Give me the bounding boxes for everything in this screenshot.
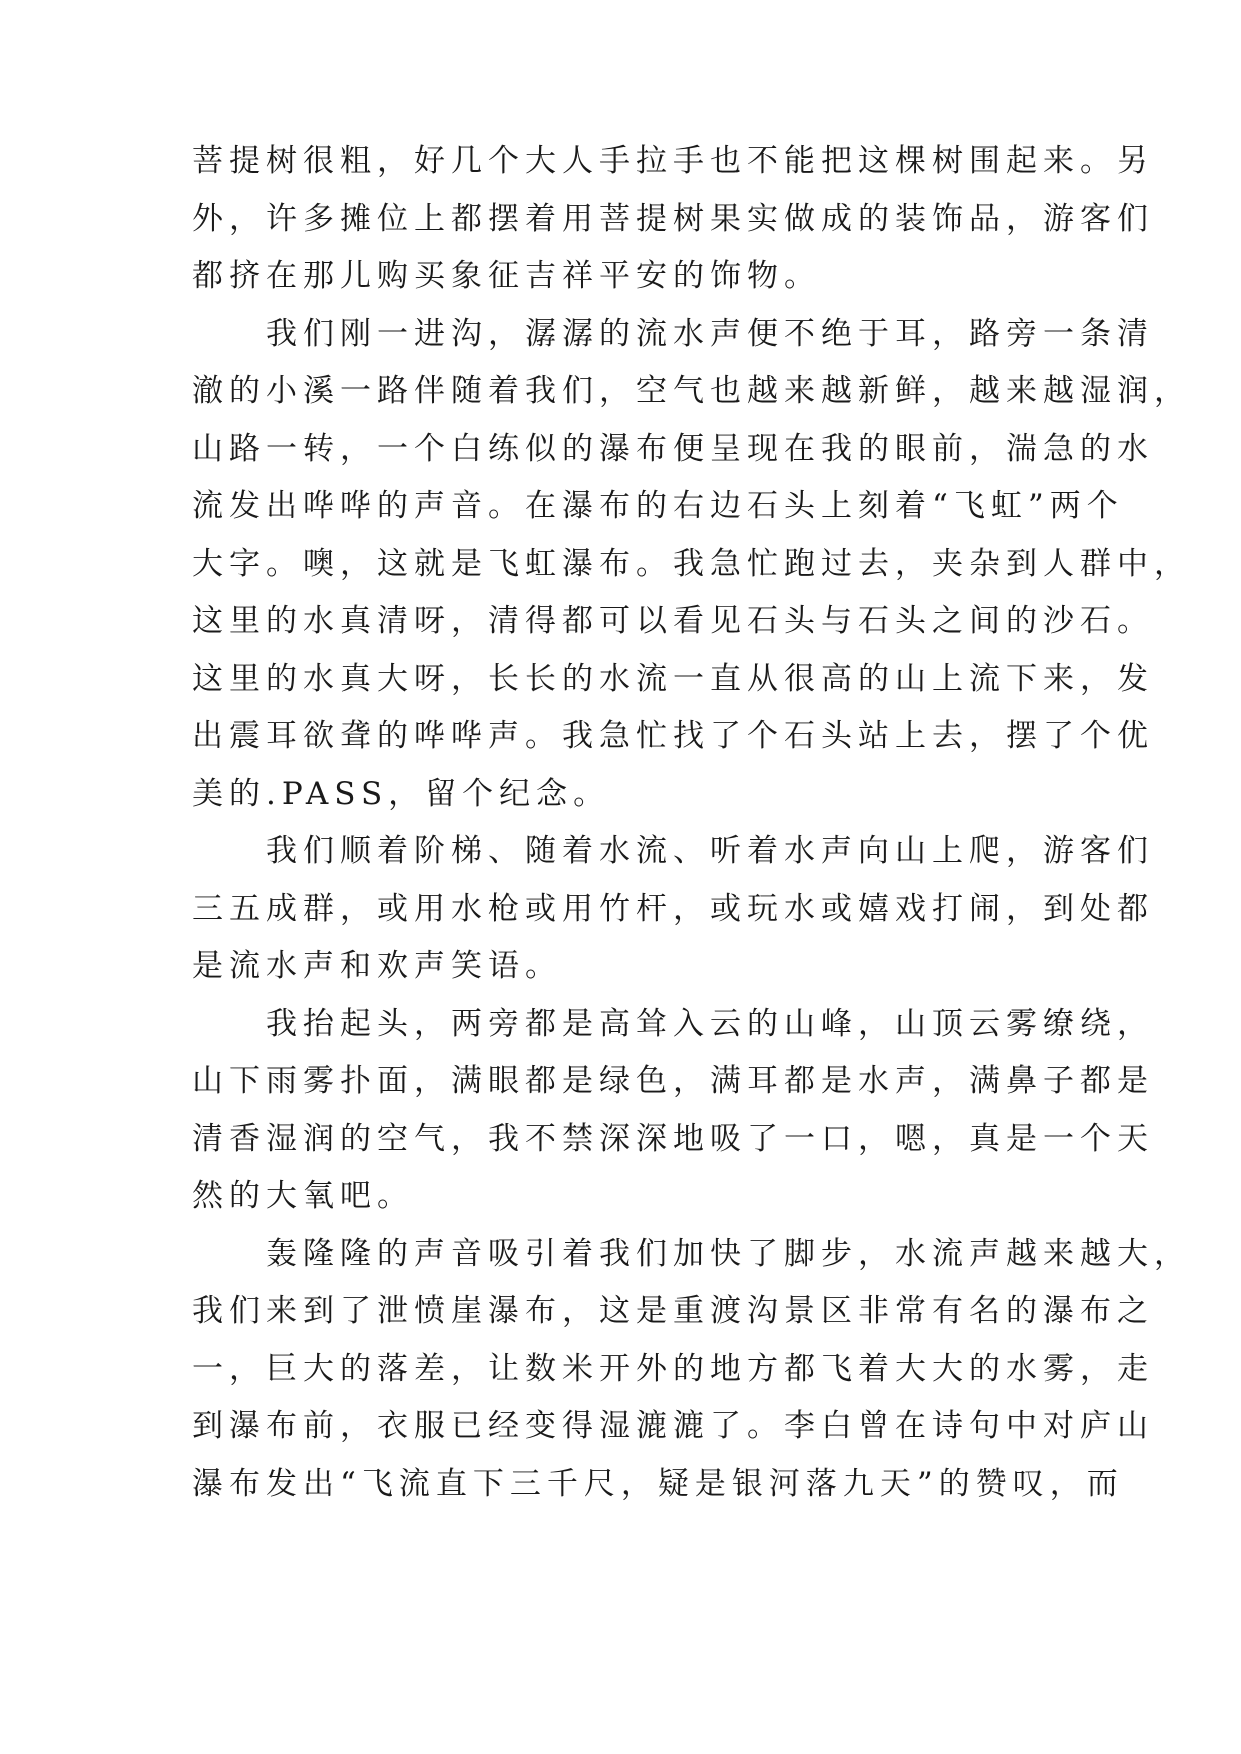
text-line: 美的.PASS，留个纪念。	[192, 775, 611, 812]
text-line: 山下雨雾扑面，满眼都是绿色，满耳都是水声，满鼻子都是	[192, 1063, 1154, 1099]
text-line: 出震耳欲聋的哗哗声。我急忙找了个石头站上去，摆了个优	[192, 718, 1154, 754]
text-line: 我抬起头，两旁都是高耸入云的山峰，山顶云雾缭绕，	[266, 1005, 1154, 1042]
text-line: 我们顺着阶梯、随着水流、听着水声向山上爬，游客们	[266, 833, 1154, 869]
text-line: 是流水声和欢声笑语。	[192, 948, 562, 984]
text-line: 外，许多摊位上都摆着用菩提树果实做成的装饰品，游客们	[192, 200, 1154, 237]
text-line: 瀑布发出“飞流直下三千尺，疑是银河落九天”的赞叹，而	[192, 1465, 1124, 1502]
text-line: 一，巨大的落差，让数米开外的地方都飞着大大的水雾，走	[192, 1350, 1154, 1387]
text-line: 这里的水真大呀，长长的水流一直从很高的山上流下来，发	[192, 660, 1154, 697]
text-line: 这里的水真清呀，清得都可以看见石头与石头之间的沙石。	[192, 603, 1154, 639]
text-line: 清香湿润的空气，我不禁深深地吸了一口，嗯，真是一个天	[192, 1120, 1154, 1157]
text-line: 山路一转，一个白练似的瀑布便呈现在我的眼前，湍急的水	[192, 430, 1154, 467]
text-line: 大字。噢，这就是飞虹瀑布。我急忙跑过去，夹杂到人群中，	[192, 545, 1191, 582]
text-line: 然的大氧吧。	[192, 1178, 414, 1214]
text-line: 三五成群，或用水枪或用竹杆，或玩水或嬉戏打闹，到处都	[192, 890, 1154, 927]
essay-body	[192, 133, 1191, 1513]
text-line: 到瀑布前，衣服已经变得湿漉漉了。李白曾在诗句中对庐山	[192, 1408, 1154, 1444]
text-line: 都挤在那儿购买象征吉祥平安的饰物。	[192, 258, 821, 294]
text-line: 我们来到了泄愤崖瀑布，这是重渡沟景区非常有名的瀑布之	[192, 1293, 1154, 1329]
text-line: 澈的小溪一路伴随着我们，空气也越来越新鲜，越来越湿润，	[192, 373, 1191, 409]
text-line: 菩提树很粗，好几个大人手拉手也不能把这棵树围起来。另	[192, 143, 1154, 179]
text-line: 我们刚一进沟，潺潺的流水声便不绝于耳，路旁一条清	[266, 315, 1154, 352]
text-line: 流发出哗哗的声音。在瀑布的右边石头上刻着“飞虹”两个	[192, 488, 1124, 524]
text-line: 轰隆隆的声音吸引着我们加快了脚步，水流声越来越大，	[266, 1235, 1191, 1272]
